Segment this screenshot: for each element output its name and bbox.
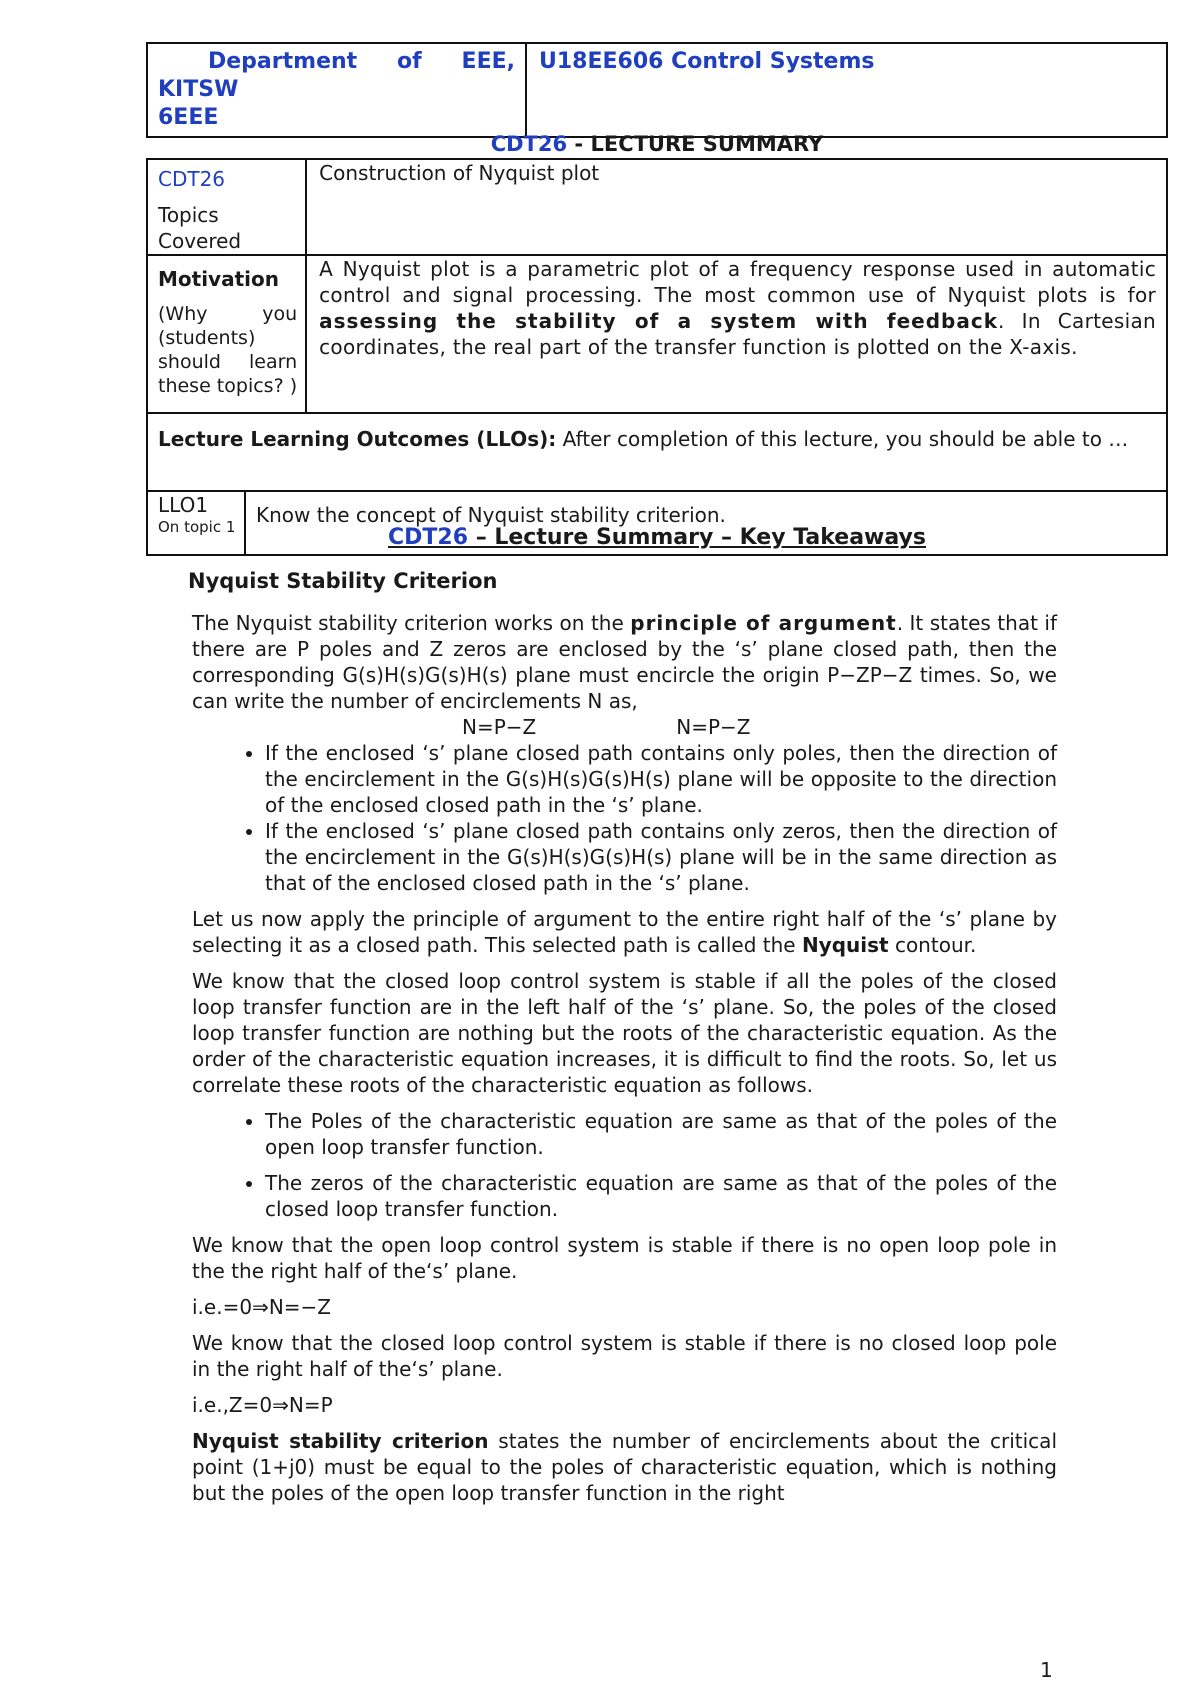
list-item: • The Poles of the characteristic equation are same as that of the poles of the open loop transfer function.: [265, 1108, 1057, 1160]
institute-name: KITSW: [158, 77, 239, 102]
section-heading: Nyquist Stability Criterion: [188, 569, 498, 593]
summary-code: CDT26: [158, 167, 226, 191]
p1-text-a: The Nyquist stability criterion works on the: [192, 611, 631, 635]
list-item: • The zeros of the characteristic equation are same as that of the poles of the closed loop transfer function.: [265, 1170, 1057, 1222]
paragraph-open-loop: We know that the open loop control system is stable if there is no open loop pole in the the right half of the‘s’ plane.: [192, 1233, 1057, 1283]
takeaways-rest: – Lecture Summary – Key Takeaways: [468, 525, 926, 550]
key-takeaways-title: [146, 524, 1168, 552]
department-cell: [147, 43, 526, 137]
topics-label-cell: [147, 159, 306, 255]
llo-text: Know the concept of Nyquist stability criterion.: [256, 503, 726, 527]
llo-heading: Lecture Learning Outcomes (LLOs):: [158, 427, 557, 451]
llo-topic: On topic 1: [158, 518, 236, 536]
paragraph-closed-loop-stable: We know that the closed loop control system is stable if there is no closed loop pole in the right half of the‘s’ plane.: [192, 1331, 1057, 1381]
lecture-code: CDT26: [490, 132, 568, 156]
llo-heading-cell: [147, 413, 1167, 491]
summary-table: [146, 158, 1168, 556]
header-table: [146, 42, 1168, 138]
p1-text-b: . It states that if there are P poles and Z zeros are enclosed by the ‘s’ plane closed path, then the corresponding G(s)H(s)G(s)H(s) plane must encircle the origin P−ZP−Z times. So, we can write the number of encirclements N as,: [192, 611, 1057, 713]
poles-zeros-list: [192, 740, 1057, 896]
motivation-text-2: . In Cartesian coordinates, the real part of the transfer function is plotted on the X-axis.: [319, 309, 1156, 359]
topic-value: Construction of Nyquist plot: [319, 161, 600, 185]
lecture-title-rest: - LECTURE SUMMARY: [567, 132, 824, 156]
characteristic-list: [192, 1108, 1057, 1222]
p8-bold: Nyquist stability criterion: [192, 1429, 489, 1453]
p8-text: states the number of encirclements about the critical point (1+j0) must be equal to the poles of characteristic equation, which is nothing but the poles of the open loop transfer function in the right: [192, 1429, 1057, 1505]
equation-closed-loop: i.e.,Z=0⇒N=P: [192, 1393, 333, 1417]
paragraph-nyquist-contour: [192, 906, 1057, 958]
takeaways-code: CDT26: [388, 525, 469, 550]
page-number: 1: [1040, 1658, 1053, 1682]
equation-2: N=P−Z: [676, 715, 751, 739]
paragraph-principle: [192, 610, 1057, 714]
equation-1: N=P−Z: [462, 715, 537, 739]
list-item: • If the enclosed ‘s’ plane closed path contains only zeros, then the direction of the encirclement in the G(s)H(s)G(s)H(s) plane will be in the same direction as that of the enclosed closed path in the ‘s’ plane.: [265, 818, 1057, 896]
motivation-question: (Why you (students) should learn these topics? ): [158, 303, 298, 397]
p2-text-a: Let us now apply the principle of argument to the entire right half of the ‘s’ plane by selecting it as a closed path. This selected path is called the: [192, 907, 1057, 957]
paragraph-closed-loop: We know that the closed loop control system is stable if all the poles of the closed loop transfer function are in the left half of the ‘s’ plane. So, the poles of the closed loop transfer function are nothing but the roots of the characteristic equation. As the order of the characteristic equation increases, it is difficult to find the roots. So, let us correlate these roots of the characteristic equation as follows.: [192, 969, 1057, 1097]
motivation-text-cell: [306, 255, 1167, 413]
motivation-text-1: A Nyquist plot is a parametric plot of a frequency response used in automatic control and signal processing. The most common use of Nyquist plots is for: [319, 257, 1156, 307]
course-cell: [526, 43, 1167, 137]
p1-bold: principle of argument: [630, 611, 897, 635]
motivation-label: Motivation: [158, 267, 279, 291]
llo-id: LLO1: [158, 493, 209, 517]
list-item: • If the enclosed ‘s’ plane closed path contains only poles, then the direction of the encirclement in the G(s)H(s)G(s)H(s) plane will be opposite to the direction of the enclosed closed path in the ‘s’ plane.: [265, 740, 1057, 818]
topic-value-cell: [306, 159, 1167, 255]
equation-line: [192, 714, 1057, 740]
dept-word-1: Department: [208, 49, 358, 74]
llo-intro: After completion of this lecture, you should be able to …: [556, 427, 1129, 451]
content-body: [188, 568, 1057, 1506]
dept-word-2: of: [397, 49, 422, 74]
topics-covered-label: Topics Covered: [158, 203, 242, 253]
class-name: 6EEE: [158, 105, 219, 130]
p2-text-b: contour.: [888, 933, 977, 957]
course-title: U18EE606 Control Systems: [539, 49, 875, 74]
motivation-label-cell: [147, 255, 306, 413]
dept-word-3: EEE,: [461, 49, 515, 74]
lecture-summary-title: [146, 130, 1168, 158]
motivation-bold: assessing the stability of a system with feedback: [319, 309, 998, 333]
equation-open-loop: i.e.=0⇒N=−Z: [192, 1295, 331, 1319]
paragraph-criterion: [192, 1428, 1057, 1506]
p2-bold: Nyquist: [801, 933, 889, 957]
